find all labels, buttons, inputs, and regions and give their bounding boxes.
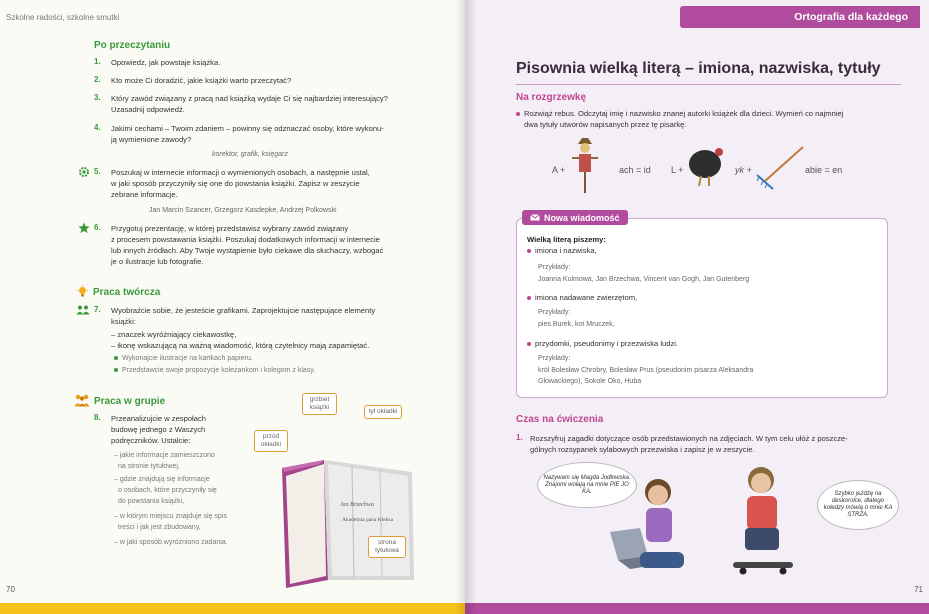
item-number: 5.: [94, 167, 101, 176]
rebus-part: abie = en: [805, 165, 843, 175]
callout-front-cover: przód okładki: [254, 430, 288, 452]
question-line: o osobach, które przyczyniły się: [118, 487, 217, 494]
warmup-text: Rozwiąż rebus. Odczytaj imię i nazwisko znanej autorki książek dla dzieci. Wymień co najmniej: [516, 108, 843, 119]
examples-label: Przykłady:: [538, 355, 571, 362]
new-info-tab-label: Nowa wiadomość: [544, 212, 620, 223]
item-text-line: z procesem powstawania książki. Poszukaj dodatkowych informacji w internecie: [111, 235, 380, 244]
envelope-icon: [530, 213, 540, 223]
persons-note: Jan Marcin Szancer, Grzegorz Kasdepke, Andrzej Polkowski: [149, 207, 337, 214]
example-text: pies Burek, kot Mruczek,: [538, 321, 615, 328]
rebus-part: ach = id: [619, 165, 651, 175]
speech-bubble-boy: Szybko jeżdżę na deskorolce, dlatego koledzy mówią o mnie KA STRZA.: [817, 480, 899, 530]
item-number: 2.: [94, 75, 101, 84]
right-page: [465, 0, 929, 614]
example-text: Joanna Kulmowa, Jan Brzechwa, Vincent van Gogh, Jan Gutenberg: [538, 276, 750, 283]
page-number: 71: [914, 585, 923, 594]
bullet-item: Wykonajcie ilustracje na kartkach papieru.: [114, 353, 253, 364]
bottom-band: [465, 603, 929, 614]
new-info-tab: [522, 210, 628, 225]
rule-item: przydomki, pseudonimy i przezwiska ludzi.: [527, 338, 678, 349]
item-number: 6.: [94, 223, 101, 232]
title-rule: [516, 84, 901, 85]
gear-icon: [78, 166, 90, 178]
bottom-band: [0, 603, 465, 614]
section-title-after-reading: Po przeczytaniu: [94, 40, 171, 51]
book-title-text: Akademia pana Kleksa: [342, 517, 394, 523]
item-text-line: Jakimi cechami – Twoim zdaniem – powinny się odznaczać osoby, które wykonu-: [111, 124, 384, 133]
star-icon: [78, 222, 90, 234]
examples-label: Przykłady:: [538, 264, 571, 271]
professions-note: korektor, grafik, księgarz: [212, 151, 288, 158]
item-number: 1.: [94, 57, 101, 66]
question-line: do powstania książki,: [118, 498, 185, 505]
callout-title-page: strona tytułowa: [368, 536, 406, 558]
callout-back-cover: tył okładki: [364, 405, 402, 419]
page-title: Pisownia wielką literą – imiona, nazwiska, tytuły: [516, 60, 881, 77]
question-line: – w którym miejscu znajduje się spis: [114, 513, 227, 520]
section-title-group-work: Praca w grupie: [94, 396, 166, 407]
item-text-line: w jaki sposób przyczyniły się one do powstania książki. Zapisz w zeszycie: [111, 179, 360, 188]
item-text-line: książki:: [111, 317, 136, 326]
speech-bubble-magda: Nazywam się Magda Jodłowska. Znajomi wołają na mnie PIE JO KA.: [537, 462, 637, 508]
item-text-line: – znaczek wyróżniający ciekawostkę,: [111, 330, 237, 339]
item-text: Opowiedz, jak powstaje książka.: [111, 58, 221, 67]
rebus-part: yk +: [735, 165, 752, 175]
rebus-part: L +: [671, 165, 684, 175]
item-number: 7.: [94, 305, 101, 314]
example-text: Głowackiego), Sokole Oko, Huba: [538, 378, 642, 385]
item-number: 8.: [94, 413, 101, 422]
turkey-image: [687, 142, 727, 186]
item-text-line: je o ilustracje lub fotografie.: [111, 257, 204, 266]
example-text: król Bolesław Chrobry, Bolesław Prus (pseudonim pisarza Aleksandra: [538, 367, 754, 374]
section-title-exercises: Czas na ćwiczenia: [516, 414, 604, 425]
item-text-line: zebrane informacje.: [111, 190, 178, 199]
item-text-line: budowę jednego z Waszych: [111, 425, 206, 434]
item-text-line: Przeanalizujcie w zespołach: [111, 414, 206, 423]
question-line: treści i jak jest zbudowany,: [118, 524, 201, 531]
question-line: – gdzie znajdują się informacje: [114, 476, 210, 483]
section-title-warmup: Na rozgrzewkę: [516, 92, 587, 103]
item-text-line: Który zawód związany z pracą nad książką wydaje Ci się najbardziej interesujący?: [111, 94, 388, 103]
item-number: 1.: [516, 433, 523, 442]
item-text-line: Przygotuj prezentację, w której przedstawisz wybrany zawód związany: [111, 224, 349, 233]
section-title-creative-work: Praca twórcza: [93, 287, 161, 298]
book-illustration: [262, 420, 437, 590]
item-number: 3.: [94, 93, 101, 102]
item-text-line: podręczników. Ustalcie:: [111, 436, 191, 445]
group-work-icon: [74, 394, 90, 407]
question-line: – w jaki sposób wyróżniono zadania.: [114, 539, 228, 546]
examples-label: Przykłady:: [538, 309, 571, 316]
page-number: 70: [6, 585, 15, 594]
girl-with-laptop-photo: [600, 470, 695, 575]
warmup-text: dwa tytuły utworów napisanych przez tę pisarkę.: [524, 120, 687, 129]
question-line: – jakie informacje zamieszczono: [114, 452, 215, 459]
item-text: Kto może Ci doradzić, jakie książki warto przeczytać?: [111, 76, 292, 85]
item-text-line: – ikonę wskazującą na ważną wiadomość, którą czytelnicy mają zapamiętać.: [111, 341, 370, 350]
item-text-line: Rozszyfruj zagadki dotyczące osób przedstawionych na zdjęciach. W tym celu ułóż z poszcze-: [530, 434, 848, 443]
new-info-heading: Wielką literą piszemy:: [527, 235, 606, 244]
item-number: 4.: [94, 123, 101, 132]
rule-item: imiona i nazwiska,: [527, 245, 597, 256]
boy-on-skateboard-photo: [723, 462, 813, 577]
item-text-line: Uzasadnij odpowiedź.: [111, 105, 185, 114]
item-text-line: gólnych rozsypanek sylabowych przezwiska i zapisz je w zeszycie.: [530, 445, 755, 454]
pair-work-icon: [76, 305, 90, 315]
running-head: Szkolne radości, szkolne smutki: [6, 13, 120, 22]
rebus-part: A +: [552, 165, 566, 175]
section-header: Ortografia dla każdego: [680, 6, 920, 28]
book-gutter: [455, 0, 477, 614]
scarecrow-image: [570, 138, 600, 193]
book-author-text: Jan Brzechwa: [340, 502, 374, 508]
item-text-line: lub innych źródłach. Aby Twoje wystąpienie było ciekawe dla słuchaczy, wzbogać: [111, 246, 384, 255]
question-line: na stronie tytułowej,: [118, 463, 180, 470]
rake-image: [755, 145, 805, 193]
item-text-line: Wyobraźcie sobie, że jesteście grafikami. Zaprojektujcie następujące elementy: [111, 306, 376, 315]
rule-item: imiona nadawane zwierzętom,: [527, 292, 637, 303]
callout-spine: grzbiet książki: [302, 393, 337, 415]
bullet-item: Przedstawcie swoje propozycje koleżankom i kolegom z klasy.: [114, 365, 315, 376]
item-text-line: ją wymienione zawody?: [111, 135, 192, 144]
lightbulb-icon: [76, 285, 89, 298]
item-text-line: Poszukaj w internecie informacji o wymienionych osobach, a następnie ustal,: [111, 168, 370, 177]
